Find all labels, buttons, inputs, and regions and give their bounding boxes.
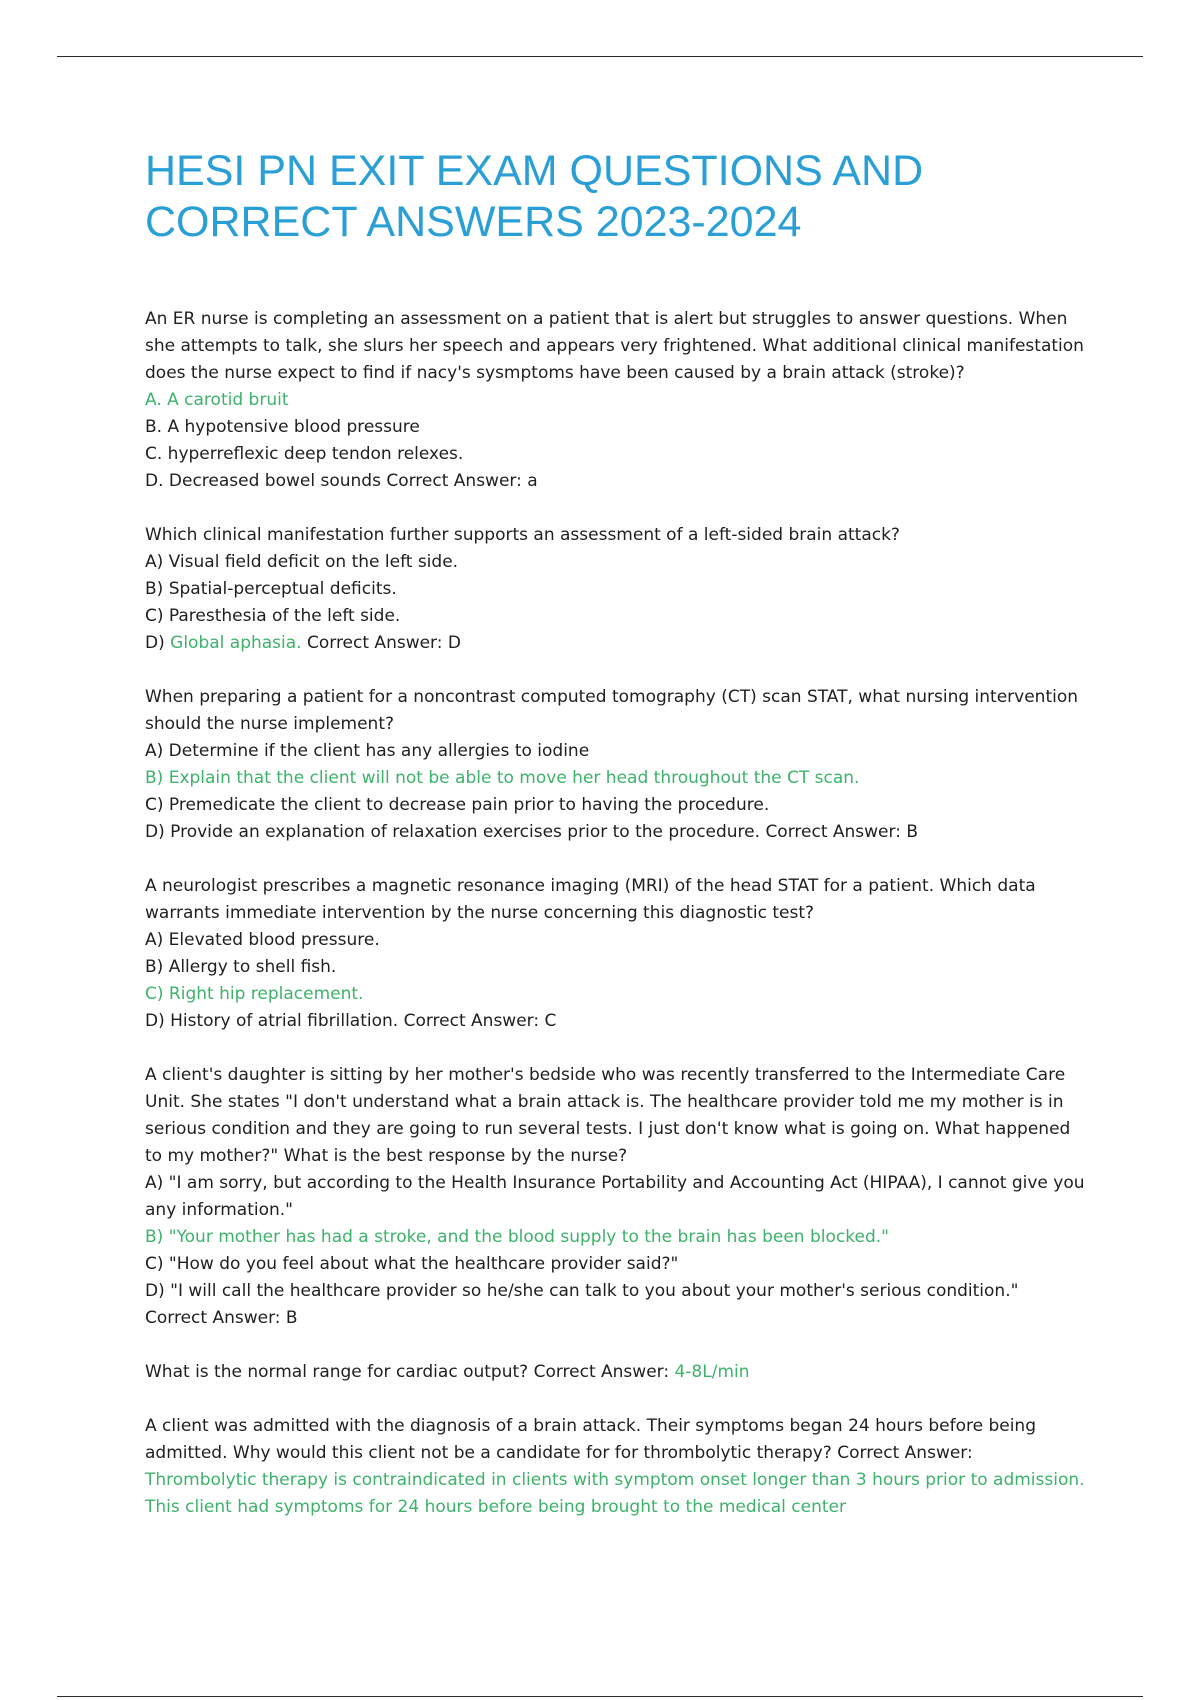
question-3 [145, 684, 1090, 846]
answer-text: 4-8L/min [674, 1362, 750, 1382]
option: D) History of atrial fibrillation. Correct Answer: C [145, 1011, 557, 1031]
option-correct: B) Explain that the client will not be able to move her head throughout the CT scan. [145, 768, 860, 788]
option: D) Provide an explanation of relaxation exercises prior to the procedure. Correct Answer: B [145, 822, 919, 842]
question-4 [145, 873, 1090, 1035]
question-stem: A client was admitted with the diagnosis of a brain attack. Their symptoms began 24 hours before being admitted. Why would this client not be a candidate for for thrombolytic therapy? Correct Answer: [145, 1416, 1036, 1463]
option: B. A hypotensive blood pressure [145, 417, 420, 437]
option-correct: B) "Your mother has had a stroke, and the blood supply to the brain has been blocked." [145, 1227, 889, 1247]
question-1 [145, 306, 1090, 495]
option-prefix: D) [145, 633, 171, 653]
option-correct: Global aphasia. [170, 633, 302, 653]
option: A) Visual field deficit on the left side. [145, 552, 459, 572]
question-6 [145, 1359, 1090, 1386]
option-d [145, 630, 1090, 657]
option: A) Determine if the client has any allergies to iodine [145, 741, 590, 761]
question-stem: A client's daughter is sitting by her mother's bedside who was recently transferred to the Intermediate Care Unit. She states "I don't understand what a brain attack is. The healthcare provider told me my mother is in serious condition and they are going to run several tests. I just don't know what is going on. What happened to my mother?" What is the best response by the nurse? [145, 1065, 1071, 1166]
question-stem: What is the normal range for cardiac output? Correct Answer: [145, 1362, 675, 1382]
question-stem: Which clinical manifestation further supports an assessment of a left-sided brain attack? [145, 525, 900, 545]
correct-answer-text: Correct Answer: B [145, 1308, 298, 1328]
document-title: HESI PN EXIT EXAM QUESTIONS AND CORRECT ANSWERS 2023-2024 [145, 147, 924, 246]
option: B) Spatial-perceptual deficits. [145, 579, 397, 599]
option: D) "I will call the healthcare provider so he/she can talk to you about your mother's serious condition." [145, 1281, 1019, 1301]
option: C) Paresthesia of the left side. [145, 606, 401, 626]
question-2 [145, 522, 1090, 657]
question-stem: A neurologist prescribes a magnetic resonance imaging (MRI) of the head STAT for a patient. Which data warrants immediate intervention by the nurse concerning this diagnostic test? [145, 876, 1036, 923]
option: C) "How do you feel about what the healthcare provider said?" [145, 1254, 679, 1274]
option-correct: A. A carotid bruit [145, 390, 289, 410]
question-7 [145, 1413, 1090, 1521]
option: B) Allergy to shell fish. [145, 957, 337, 977]
option: A) Elevated blood pressure. [145, 930, 380, 950]
answer-text: Thrombolytic therapy is contraindicated in clients with symptom onset longer than 3 hours prior to admission. This client had symptoms for 24 hours before being brought to the medical center [145, 1470, 1085, 1517]
option: D. Decreased bowel sounds Correct Answer: a [145, 471, 538, 491]
option: C. hyperreflexic deep tendon relexes. [145, 444, 464, 464]
option: C) Premedicate the client to decrease pain prior to having the procedure. [145, 795, 770, 815]
document-body [145, 146, 1090, 1548]
correct-answer-text: Correct Answer: D [301, 633, 461, 653]
question-5 [145, 1062, 1090, 1332]
top-rule [57, 56, 1143, 57]
option: A) "I am sorry, but according to the Health Insurance Portability and Accounting Act (HIPAA), I cannot give you any information." [145, 1173, 1085, 1220]
question-stem: When preparing a patient for a noncontrast computed tomography (CT) scan STAT, what nursing intervention should the nurse implement? [145, 687, 1079, 734]
question-stem-with-answer [145, 1359, 1090, 1386]
bottom-rule [57, 1696, 1143, 1697]
question-stem: An ER nurse is completing an assessment on a patient that is alert but struggles to answer questions. When she attempts to talk, she slurs her speech and appears very frightened. What additional clinical manifestation does the nurse expect to find if nacy's sysmptoms have been caused by a brain attack (stroke)? [145, 309, 1084, 383]
option-correct: C) Right hip replacement. [145, 984, 364, 1004]
